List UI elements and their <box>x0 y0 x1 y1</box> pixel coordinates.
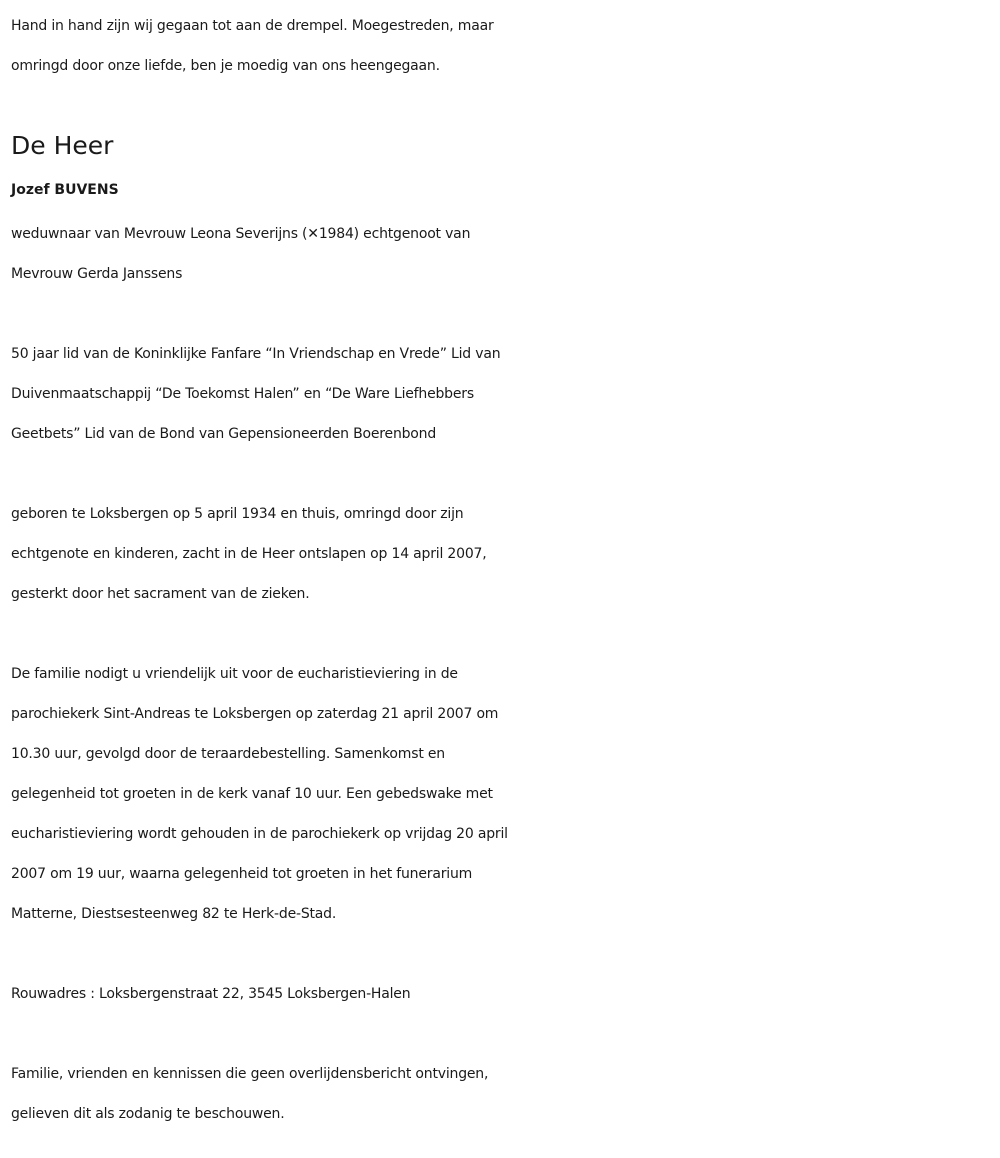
address-paragraph <box>11 974 1000 1014</box>
spacer <box>11 294 1000 334</box>
ceremony-line: De familie nodigt u vriendelijk uit voor de eucharistieviering in de <box>11 666 458 682</box>
ceremony-line: eucharistieviering wordt gehouden in de parochiekerk op vrijdag 20 april <box>11 826 508 842</box>
birth-death-line: gesterkt door het sacrament van de zieken. <box>11 586 310 602</box>
mourning-address: Rouwadres : Loksbergenstraat 22, 3545 Loksbergen-Halen <box>11 986 411 1002</box>
birth-death-line: echtgenote en kinderen, zacht in de Heer ontslapen op 14 april 2007, <box>11 546 487 562</box>
memberships-line: Geetbets” Lid van de Bond van Gepensioneerden Boerenbond <box>11 426 437 442</box>
spacer <box>11 1014 1000 1054</box>
ceremony-paragraph <box>11 654 1000 934</box>
spacer <box>11 454 1000 494</box>
ceremony-line: 2007 om 19 uur, waarna gelegenheid tot groeten in het funerarium <box>11 866 473 882</box>
closing-line: Familie, vrienden en kennissen die geen overlijdensbericht ontvingen, <box>11 1066 489 1082</box>
intro-line: omringd door onze liefde, ben je moedig van ons heengegaan. <box>11 58 440 74</box>
closing-line: gelieven dit als zodanig te beschouwen. <box>11 1106 285 1122</box>
birth-death-paragraph <box>11 494 1000 614</box>
memberships-line: 50 jaar lid van de Koninklijke Fanfare “In Vriendschap en Vrede” Lid van <box>11 346 501 362</box>
spacer <box>11 934 1000 974</box>
spacer <box>11 614 1000 654</box>
ceremony-line: Matterne, Diestsesteenweg 82 te Herk-de-Stad. <box>11 906 337 922</box>
deceased-block <box>11 126 1000 294</box>
memberships-paragraph <box>11 334 1000 454</box>
ceremony-line: parochiekerk Sint-Andreas te Loksbergen op zaterdag 21 april 2007 om <box>11 706 499 722</box>
birth-death-line: geboren te Loksbergen op 5 april 1934 en thuis, omringd door zijn <box>11 506 464 522</box>
honorific: De Heer <box>11 131 114 160</box>
memberships-line: Duivenmaatschappij “De Toekomst Halen” en “De Ware Liefhebbers <box>11 386 474 402</box>
intro-line: Hand in hand zijn wij gegaan tot aan de drempel. Moegestreden, maar <box>11 18 494 34</box>
relation-line: Mevrouw Gerda Janssens <box>11 266 183 282</box>
closing-paragraph <box>11 1054 1000 1134</box>
intro-paragraph <box>11 6 1000 86</box>
deceased-name: Jozef BUVENS <box>11 182 119 198</box>
spacer <box>11 86 1000 126</box>
ceremony-line: 10.30 uur, gevolgd door de teraardebestelling. Samenkomst en <box>11 746 445 762</box>
relation-line: weduwnaar van Mevrouw Leona Severijns (✕1984) echtgenoot van <box>11 226 471 242</box>
ceremony-line: gelegenheid tot groeten in de kerk vanaf 10 uur. Een gebedswake met <box>11 786 493 802</box>
